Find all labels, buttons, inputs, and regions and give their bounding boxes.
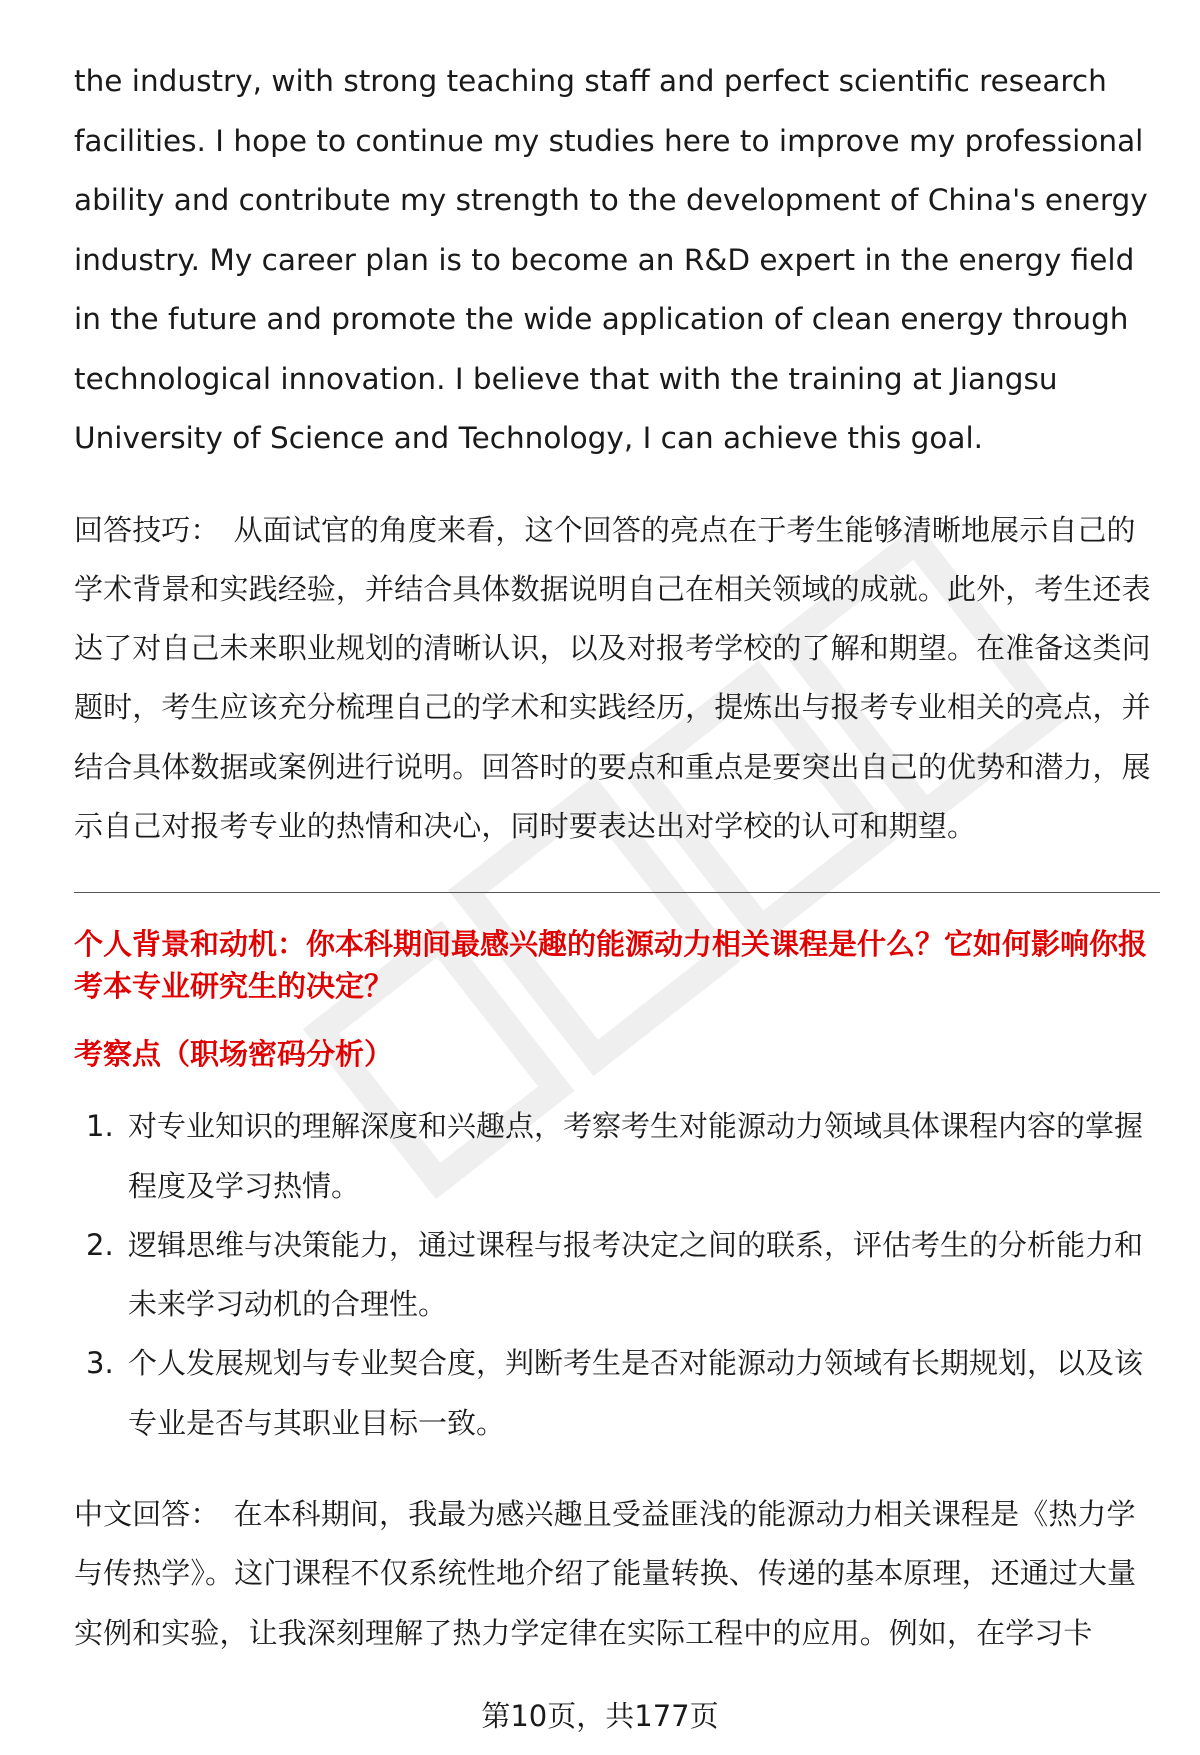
page-number-footer: 第10页，共177页 <box>481 1699 719 1733</box>
list-item <box>74 1216 1160 1335</box>
answer-text: 在本科期间，我最为感兴趣且受益匪浅的能源动力相关课程是《热力学与传热学》。这门课程不仅系统性地介绍了能量转换、传递的基本原理，还通过大量实例和实验，让我深刻理解了热力学定律在实际工程中的应用。例如，在学习卡 <box>74 1497 1137 1650</box>
answer-label: 中文回答： <box>74 1497 220 1532</box>
list-item-number: 2. <box>86 1227 114 1262</box>
assessment-heading: 考察点（职场密码分析） <box>74 1037 394 1072</box>
list-item-text: 逻辑思维与决策能力，通过课程与报考决定之间的联系，评估考生的分析能力和未来学习动机的合理性。 <box>128 1227 1144 1322</box>
document-page <box>74 52 1160 1663</box>
tips-paragraph <box>74 501 1160 857</box>
intro-paragraph: the industry, with strong teaching staff and perfect scientific research facilities. I hope to continue my studies here to improve my professional ability and contribute my strength to the development of China's energy industry. My career plan is to become an R&D expert in the energy field in the future and promote the wide application of clean energy through technological innovation. I believe that with the training at Jiangsu University of Science and Technology, I can achieve this goal. <box>74 64 1148 455</box>
section-divider <box>74 892 1160 893</box>
list-item <box>74 1334 1160 1453</box>
question-heading: 个人背景和动机：你本科期间最感兴趣的能源动力相关课程是什么？它如何影响你报考本专业研究生的决定？ <box>74 927 1148 1004</box>
list-item-number: 1. <box>86 1109 114 1144</box>
answer-paragraph <box>74 1485 1160 1663</box>
list-item-text: 个人发展规划与专业契合度，判断考生是否对能源动力领域有长期规划，以及该专业是否与其职业目标一致。 <box>128 1346 1144 1440</box>
tips-label: 回答技巧： <box>74 512 220 547</box>
list-item <box>74 1097 1160 1216</box>
list-item-text: 对专业知识的理解深度和兴趣点，考察考生对能源动力领域具体课程内容的掌握程度及学习热情。 <box>128 1109 1144 1203</box>
tips-text: 从面试官的角度来看，这个回答的亮点在于考生能够清晰地展示自己的学术背景和实践经验，并结合具体数据说明自己在相关领域的成就。此外，考生还表达了对自己未来职业规划的清晰认识，以及对报考学校的了解和期望。在准备这类问题时，考生应该充分梳理自己的学术和实践经历，提炼出与报考专业相关的亮点，并结合具体数据或案例进行说明。回答时的要点和重点是要突出自己的优势和潜力，展示自己对报考专业的热情和决心，同时要表达出对学校的认可和期望。 <box>74 512 1151 843</box>
assessment-list <box>74 1097 1160 1453</box>
list-item-number: 3. <box>86 1346 114 1381</box>
